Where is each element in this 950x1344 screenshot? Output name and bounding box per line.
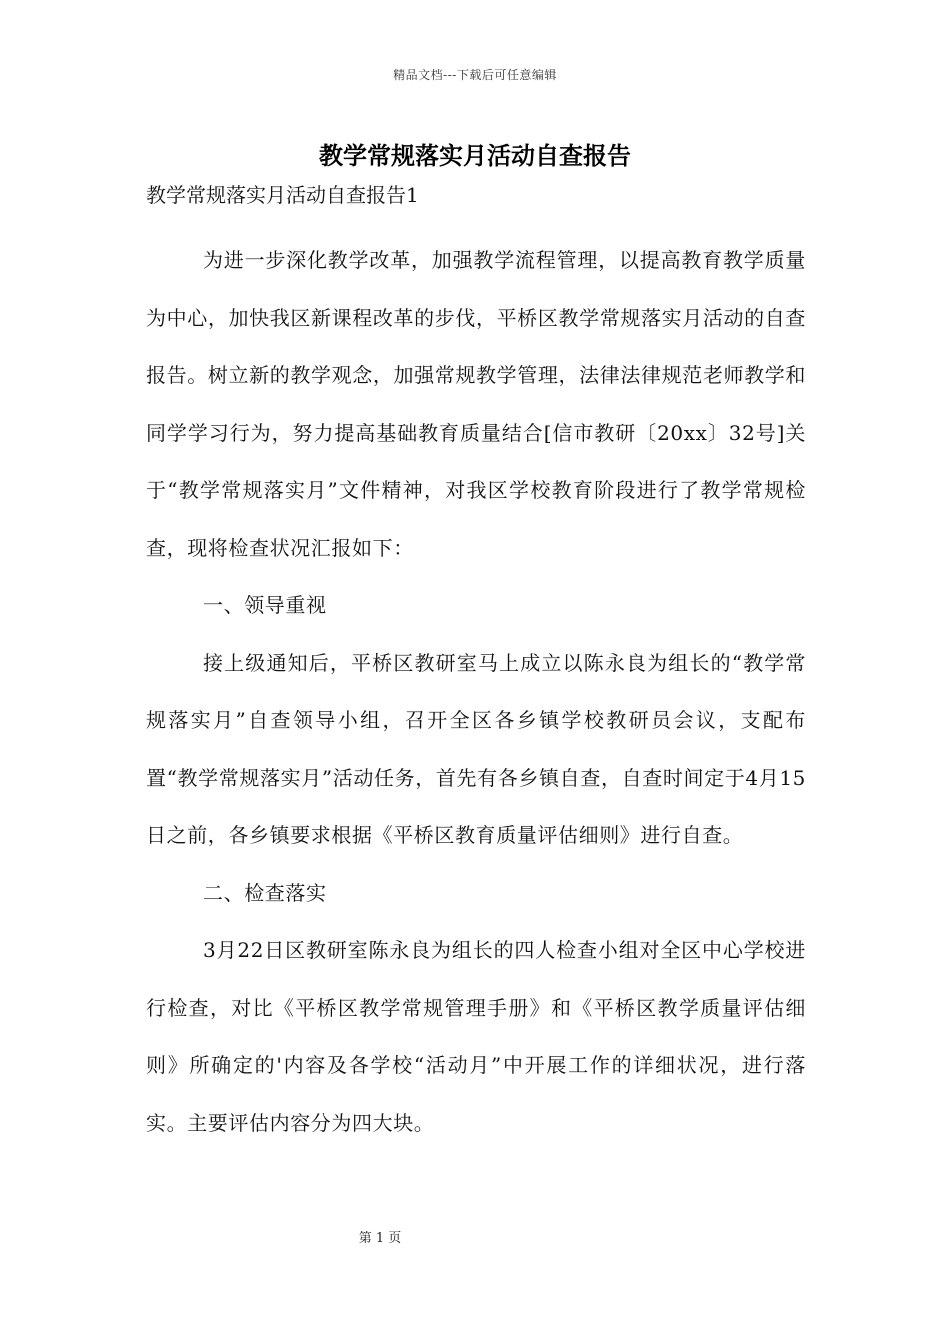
intro-paragraph: 为进一步深化教学改革，加强教学流程管理，以提高教育教学质量为中心，加快我区新课程改革的步伐，平桥区教学常规落实月活动的自查报告。树立新的教学观念，加强常规教学管理，法律法律规范老师教学和同学学习行为，努力提高基础教育质量结合[信市教研〔20xx〕32号]关于“教学常规落实月”文件精神，对我区学校教育阶段进行了教学常规检查，现将检查状况汇报如下： [146, 248, 806, 560]
section-body-inspection: 3月22日区教研室陈永良为组长的四人检查小组对全区中心学校进行检查，对比《平桥区教学常规管理手册》和《平桥区教学质量评估细则》所确定的'内容及各学校“活动月”中开展工作的详细状况，进行落实。主要评估内容分为四大块。 [146, 938, 806, 1135]
document-title: 教学常规落实月活动自查报告 [319, 141, 631, 170]
section-heading-inspection: 二、检查落实 [203, 880, 327, 905]
page-number: 第 1 页 [358, 1231, 402, 1246]
header-note: 精品文档---下载后可任意编辑 [393, 68, 557, 82]
document-body [146, 176, 806, 1152]
section-body-leadership: 接上级通知后，平桥区教研室马上成立以陈永良为组长的“教学常规落实月”自查领导小组，召开全区各乡镇学校教研员会议，支配布置“教学常规落实月”活动任务，首先有各乡镇自查，自查时间定于4月15日之前，各乡镇要求根据《平桥区教育质量评估细则》进行自查。 [146, 650, 806, 847]
report-subtitle: 教学常规落实月活动自查报告1 [146, 183, 419, 207]
section-heading-leadership: 一、领导重视 [203, 593, 327, 617]
